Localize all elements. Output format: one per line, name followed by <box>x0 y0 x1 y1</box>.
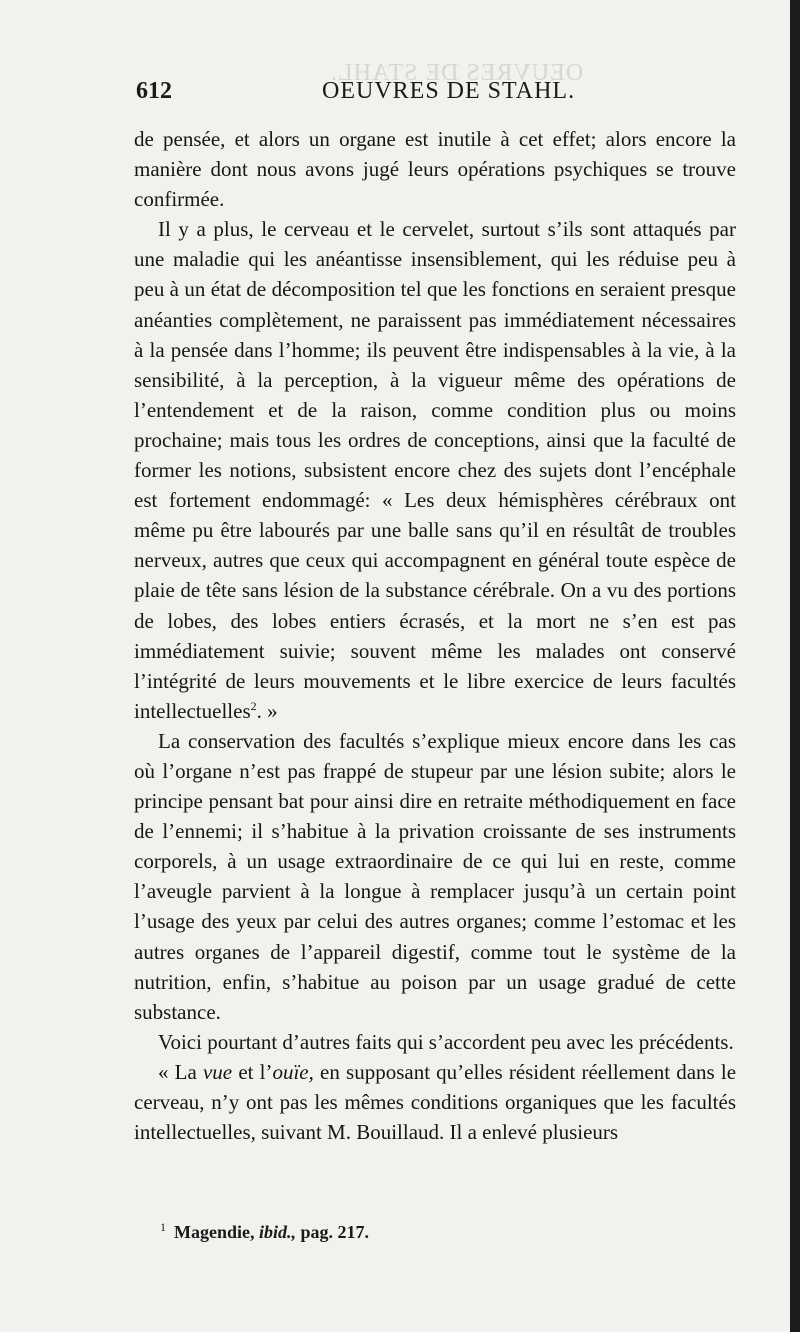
paragraph-2-text: Il y a plus, le cerveau et le cervelet, surtout s’ils sont attaqués par une maladie qui les anéantisse insensiblement, qui les réduise peu à peu à un état de décomposition tel que les fonctions en seraient presque anéanties complètement, ne paraissent pas immédiatement nécessaires à la pensée dans l’homme; ils peuvent être indispensables à la vie, à la sensibilité, à la perception, à la vigueur même des opérations de l’entendement et de la raison, comme condition plus ou moins prochaine; mais tous les ordres de conceptions, ainsi que la faculté de former les notions, subsistent encore chez des sujets dont l’encéphale est fortement endommagé: « Les deux hémisphères cérébraux ont même pu être labourés par une balle sans qu’il en résultât de troubles nerveux, autres que ceux qui accompagnent en général toute espèce de plaie de tête sans lésion de la substance cérébrale. On a vu des portions de lobes, des lobes entiers écrasés, et la mort ne s’en est pas immédiatement suivie; souvent même les malades ont conservé l’intégrité de leurs mouvements et le libre exercice de leurs facultés intellectuelles <box>134 217 736 723</box>
paragraph-5-rest: en supposant qu’elles résident réellement dans le cerveau, n’y ont pas les mêmes conditions organiques que les facultés intellectuelles, suivant M. Bouillaud. Il a enlevé plusieurs <box>134 1059 737 1145</box>
footnote-page-ref: pag. 217. <box>300 1222 370 1242</box>
paragraph-2 <box>134 214 736 726</box>
footnote <box>160 1220 720 1243</box>
paragraph-5-ouie: ouïe, <box>272 1059 314 1084</box>
paragraph-5-et: et l’ <box>238 1059 273 1084</box>
paragraph-1: de pensée, et alors un organe est inutile à cet effet; alors encore la manière dont nous avons jugé leurs opérations psychiques se trouve confirmée. <box>134 127 736 212</box>
paragraph-4: Voici pourtant d’autres faits qui s’accordent peu avec les précédents. <box>158 1029 734 1054</box>
page-edge-shadow <box>790 0 800 1332</box>
paragraph-5-vue: vue <box>202 1059 233 1084</box>
page-number: 612 <box>136 78 172 104</box>
running-title: OEUVRES DE STAHL. <box>322 78 576 104</box>
footnote-author: Magendie, <box>174 1222 255 1242</box>
footnote-mark: 1 <box>160 1220 166 1234</box>
body-text <box>134 124 736 1147</box>
show-through-text: OEUVRES DE STAHL. <box>330 60 584 86</box>
footnote-ref-2: 2 <box>250 698 257 713</box>
paragraph-5 <box>134 1057 736 1147</box>
page-header <box>136 78 736 112</box>
paragraph-5-open: « La <box>158 1059 197 1084</box>
paragraph-2-end: . » <box>256 698 278 723</box>
paragraph-3: La conservation des facultés s’explique mieux encore dans les cas où l’organe n’est pas frappé de stupeur par une lésion subite; alors le principe pensant bat pour ainsi dire en retraite méthodiquement en face de l’ennemi; il s’habitue à la privation croissante de ses instruments corporels, à un usage extraordinaire de ce qui lui en reste, comme l’aveugle parvient à la longue à remplacer jusqu’à un certain point l’usage des yeux par celui des autres organes; comme l’estomac et les autres organes de l’appareil digestif, comme tout le système de la nutrition, enfin, s’habitue au poison par un usage gradué de cette substance. <box>134 728 736 1024</box>
footnote-ibid: ibid., <box>259 1222 297 1242</box>
